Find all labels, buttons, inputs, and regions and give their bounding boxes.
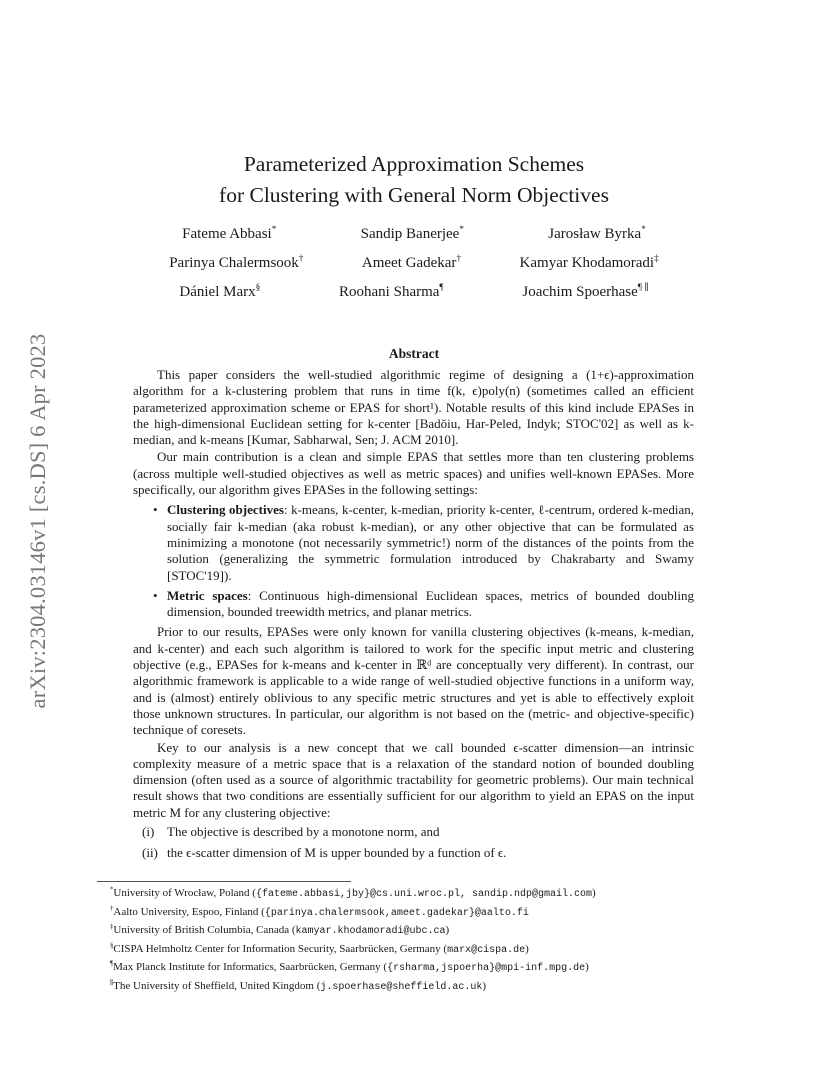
footnote: §CISPA Helmholtz Center for Information Security, Saarbrücken, Germany (marx@cispa.de) xyxy=(110,942,529,956)
author-row xyxy=(140,284,688,313)
author: Ameet Gadekar† xyxy=(361,254,462,271)
list-item: (ii) the ϵ-scatter dimension of M is upper bounded by a function of ϵ. xyxy=(142,845,507,861)
author: Dániel Marx§ xyxy=(179,283,261,300)
footnote-divider xyxy=(97,881,351,882)
author-row xyxy=(140,255,688,284)
footnotes xyxy=(110,885,730,997)
settings-list xyxy=(133,502,694,620)
abstract-paragraph: Prior to our results, EPASes were only known for vanilla clustering objectives (k-means, k-median, and k-center) and each such algorithm is tailored to work for the specific input metric and clustering objective (e.g., EPASes for k-means and k-center in ℝᵈ are conceptually very different). In contrast, our algorithmic framework is applicable to a wide range of well-studied objective functions in a uniform way, and is (almost) entirely oblivious to any specific metric structures and yet is able to effectively exploit those unknown structures. In particular, our algorithm is not based on the (metric- and objective-specific) technique of coresets. xyxy=(133,624,694,738)
author: Kamyar Khodamoradi‡ xyxy=(519,254,659,271)
email-link[interactable]: j.spoerhase@sheffield.ac.uk xyxy=(320,981,483,993)
list-item: (i) The objective is described by a monotone norm, and xyxy=(142,824,440,840)
abstract-paragraph: Key to our analysis is a new concept that we call bounded ϵ-scatter dimension—an intrinsic complexity measure of a metric space that is a relaxation of the standard notion of bounded doubling dimension (often used as a source of algorithmic tractability for geometric problems). Our main technical result shows that two conditions are essentially sufficient for our algorithm to yield an EPAS on the input metric M for any clustering objective: xyxy=(133,739,694,820)
abstract-paragraph: Our main contribution is a clean and simple EPAS that settles more than ten clustering problems (across multiple well-studied objectives as well as metric spaces) and unifies well-known EPASes. More specifically, our algorithm gives EPASes in the following settings: xyxy=(133,449,694,498)
paper-title xyxy=(130,149,698,211)
abstract-body xyxy=(133,367,694,867)
arxiv-id-text: arXiv:2304.03146v1 [cs.DS] 6 Apr 2023 xyxy=(25,333,50,709)
footnote: ‡University of British Columbia, Canada (kamyar.khodamoradi@ubc.ca) xyxy=(110,923,450,938)
email-link[interactable]: {rsharma,jspoerha}@mpi-inf.mpg.de xyxy=(387,963,586,975)
footnote: ¶Max Planck Institute for Informatics, Saarbrücken, Germany ({rsharma,jspoerha}@mpi-inf.mpg.de) xyxy=(110,960,589,975)
author: Parinya Chalermsook† xyxy=(169,254,304,271)
list-item: • Clustering objectives: k-means, k-center, k-median, priority k-center, ℓ-centrum, ordered k-median, socially fair k-median (aka robust k-median), or any other objective that can be formulated as minimizing a monotone (not necessarily symmetric!) norm of the distances of the points from the solution (generalizing the symmetric formulation introduced by Chakrabarty and Swamy [STOC'19]). xyxy=(153,502,694,583)
author-row xyxy=(140,226,688,255)
footnote: †Aalto University, Espoo, Finland ({parinya.chalermsook,ameet.gadekar}@aalto.fi xyxy=(110,904,529,919)
abstract-paragraph: This paper considers the well-studied algorithmic regime of designing a (1+ϵ)-approximation algorithm for a k-clustering problem that runs in time f(k, ϵ)poly(n) (sometimes called an efficient parameterized approximation scheme or EPAS for short¹). Notable results of this kind include EPASes in the high-dimensional Euclidean setting for k-center [Badŏiu, Har-Peled, Indyk; STOC'02] as well as k-median, and k-means [Kumar, Sabharwal, Sen; J. ACM 2010]. xyxy=(133,367,694,448)
bullet-icon: • xyxy=(153,502,158,518)
list-item: • Metric spaces: Continuous high-dimensional Euclidean spaces, metrics of bounded doubling dimension, bounded treewidth metrics, and planar metrics. xyxy=(153,587,694,620)
email-link[interactable]: {parinya.chalermsook,ameet.gadekar}@aalto.fi xyxy=(264,907,529,919)
author: Roohani Sharma¶ xyxy=(339,283,444,300)
author: Joachim Spoerhase¶ ∥ xyxy=(522,283,649,300)
bullet-icon: • xyxy=(153,587,158,603)
author: Jarosław Byrka* xyxy=(548,225,646,242)
abstract-heading: Abstract xyxy=(388,346,440,361)
title-line-2: for Clustering with General Norm Objectives xyxy=(219,183,609,207)
conditions-list xyxy=(133,824,694,862)
footnote: *University of Wrocław, Poland ({fateme.abbasi,jby}@cs.uni.wroc.pl, sandip.ndp@gmail.com) xyxy=(110,886,596,900)
email-link[interactable]: kamyar.khodamoradi@ubc.ca xyxy=(295,926,446,938)
author-list xyxy=(140,226,688,313)
email-link[interactable]: marx@cispa.de xyxy=(447,944,526,956)
author: Sandip Banerjee* xyxy=(360,225,464,242)
author: Fateme Abbasi* xyxy=(182,225,277,242)
arxiv-identifier xyxy=(20,296,56,746)
footnote: ∥The University of Sheffield, United Kingdom (j.spoerhase@sheffield.ac.uk) xyxy=(110,979,487,993)
email-link[interactable]: {fateme.abbasi,jby}@cs.uni.wroc.pl, sandip.ndp@gmail.com xyxy=(255,889,592,900)
title-line-1: Parameterized Approximation Schemes xyxy=(243,152,585,176)
